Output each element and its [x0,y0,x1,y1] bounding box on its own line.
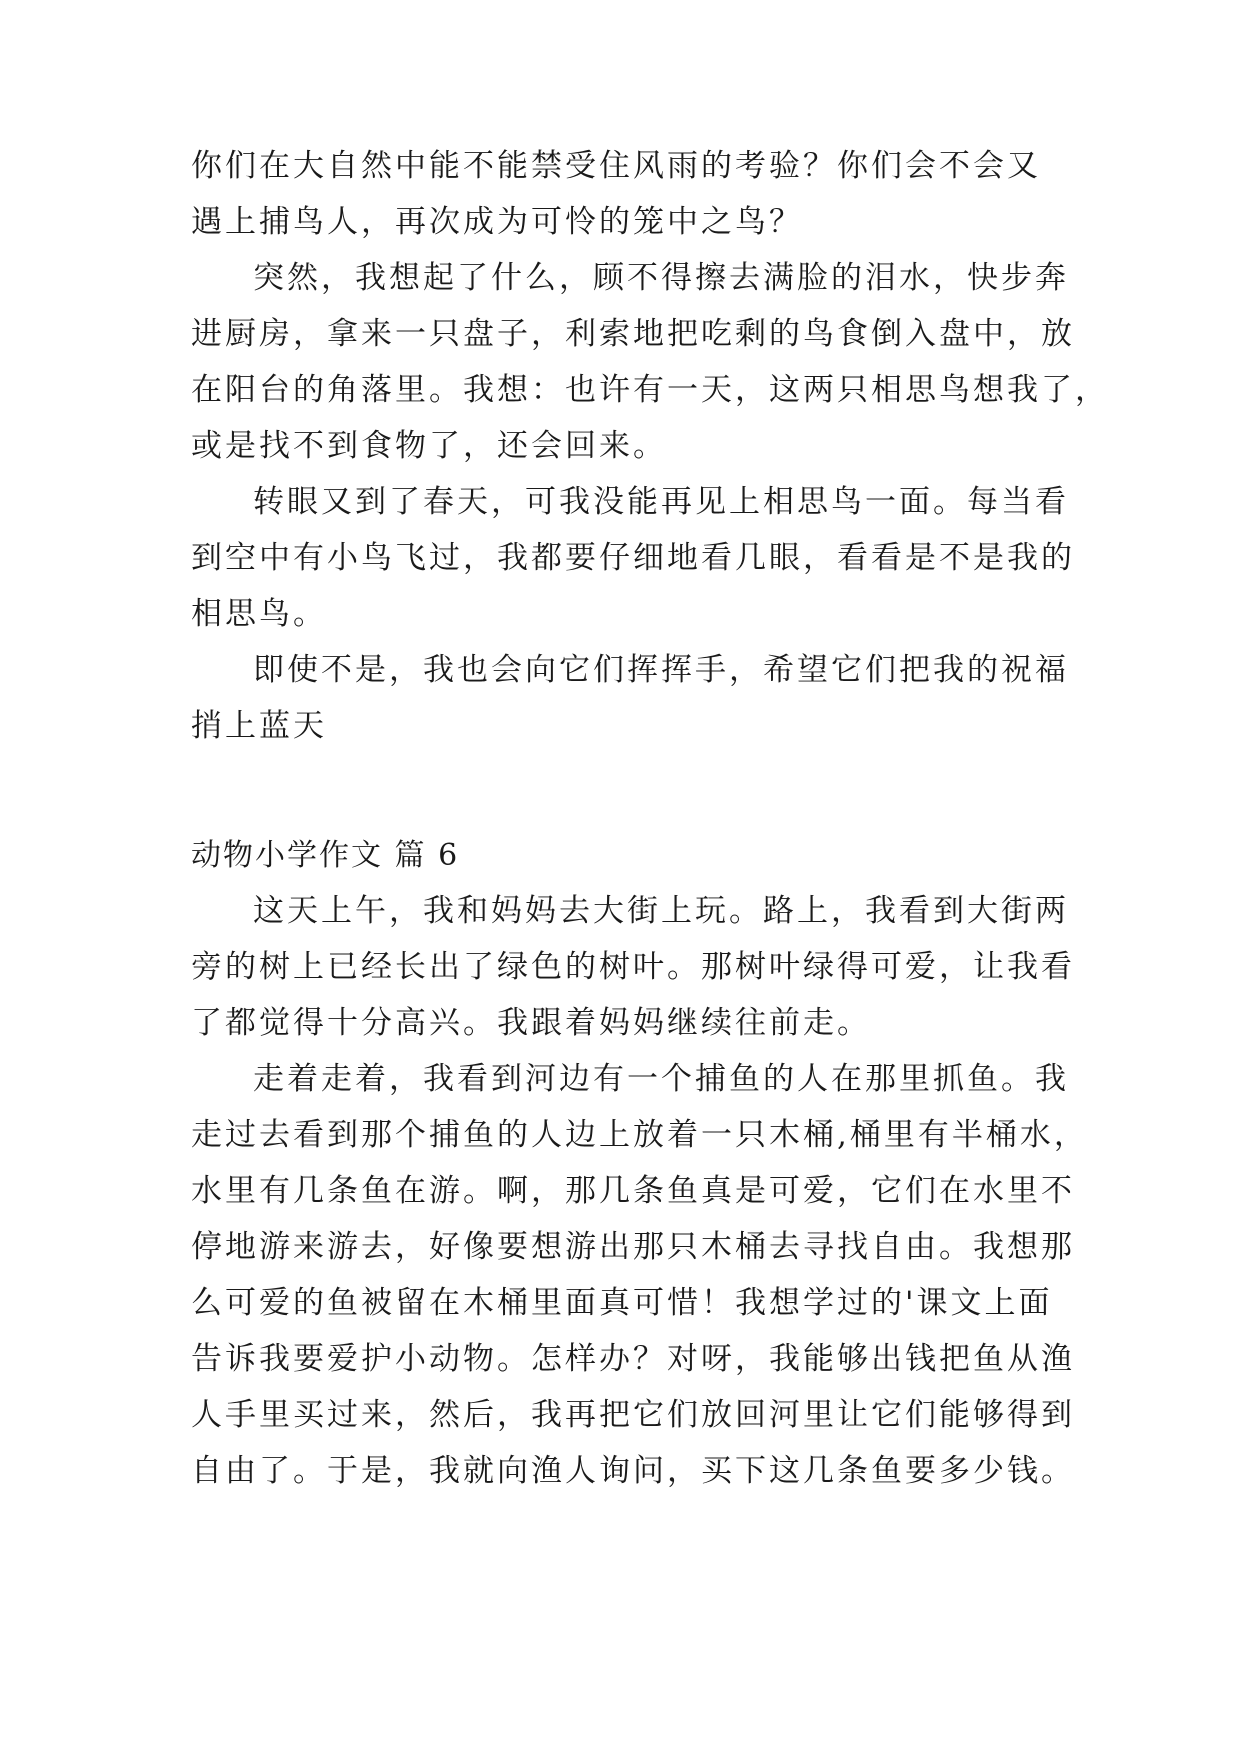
text-line-10: 即使不是，我也会向它们挥挥手，希望它们把我的祝福 [253,652,1069,688]
text-line-13: 这天上午，我和妈妈去大街上玩。路上，我看到大街两 [253,893,1069,929]
text-line-19: 停地游来游去，好像要想游出那只木桶去寻找自由。我想那 [191,1229,1075,1265]
text-line-4: 进厨房，拿来一只盘子，利索地把吃剩的鸟食倒入盘中，放 [191,316,1075,352]
text-line-16: 走着走着，我看到河边有一个捕鱼的人在那里抓鱼。我 [253,1061,1069,1097]
text-line-18: 水里有几条鱼在游。啊，那几条鱼真是可爱，它们在水里不 [191,1173,1075,1209]
text-line-22: 人手里买过来，然后，我再把它们放回河里让它们能够得到 [191,1397,1075,1433]
text-line-9: 相思鸟。 [191,596,327,632]
text-line-1: 你们在大自然中能不能禁受住风雨的考验？你们会不会又 [191,148,1041,184]
text-line-17: 走过去看到那个捕鱼的人边上放着一只木桶,桶里有半桶水， [191,1117,1088,1153]
text-line-3: 突然，我想起了什么，顾不得擦去满脸的泪水，快步奔 [253,260,1069,296]
text-line-15: 了都觉得十分高兴。我跟着妈妈继续往前走。 [191,1005,871,1041]
text-line-21: 告诉我要爱护小动物。怎样办？对呀，我能够出钱把鱼从渔 [191,1341,1075,1377]
text-line-5: 在阳台的角落里。我想：也许有一天，这两只相思鸟想我了， [191,372,1109,408]
text-line-20: 么可爱的鱼被留在木桶里面真可惜！我想学过的'课文上面 [191,1285,1053,1321]
text-line-11: 捎上蓝天 [191,708,327,744]
section-heading: 动物小学作文 篇 6 [191,838,460,873]
text-line-23: 自由了。于是，我就向渔人询问，买下这几条鱼要多少钱。 [191,1453,1075,1489]
text-line-6: 或是找不到食物了，还会回来。 [191,428,667,464]
text-line-8: 到空中有小鸟飞过，我都要仔细地看几眼，看看是不是我的 [191,540,1075,576]
text-line-2: 遇上捕鸟人，再次成为可怜的笼中之鸟？ [191,204,803,240]
text-line-7: 转眼又到了春天，可我没能再见上相思鸟一面。每当看 [253,484,1069,520]
text-line-14: 旁的树上已经长出了绿色的树叶。那树叶绿得可爱，让我看 [191,949,1075,985]
